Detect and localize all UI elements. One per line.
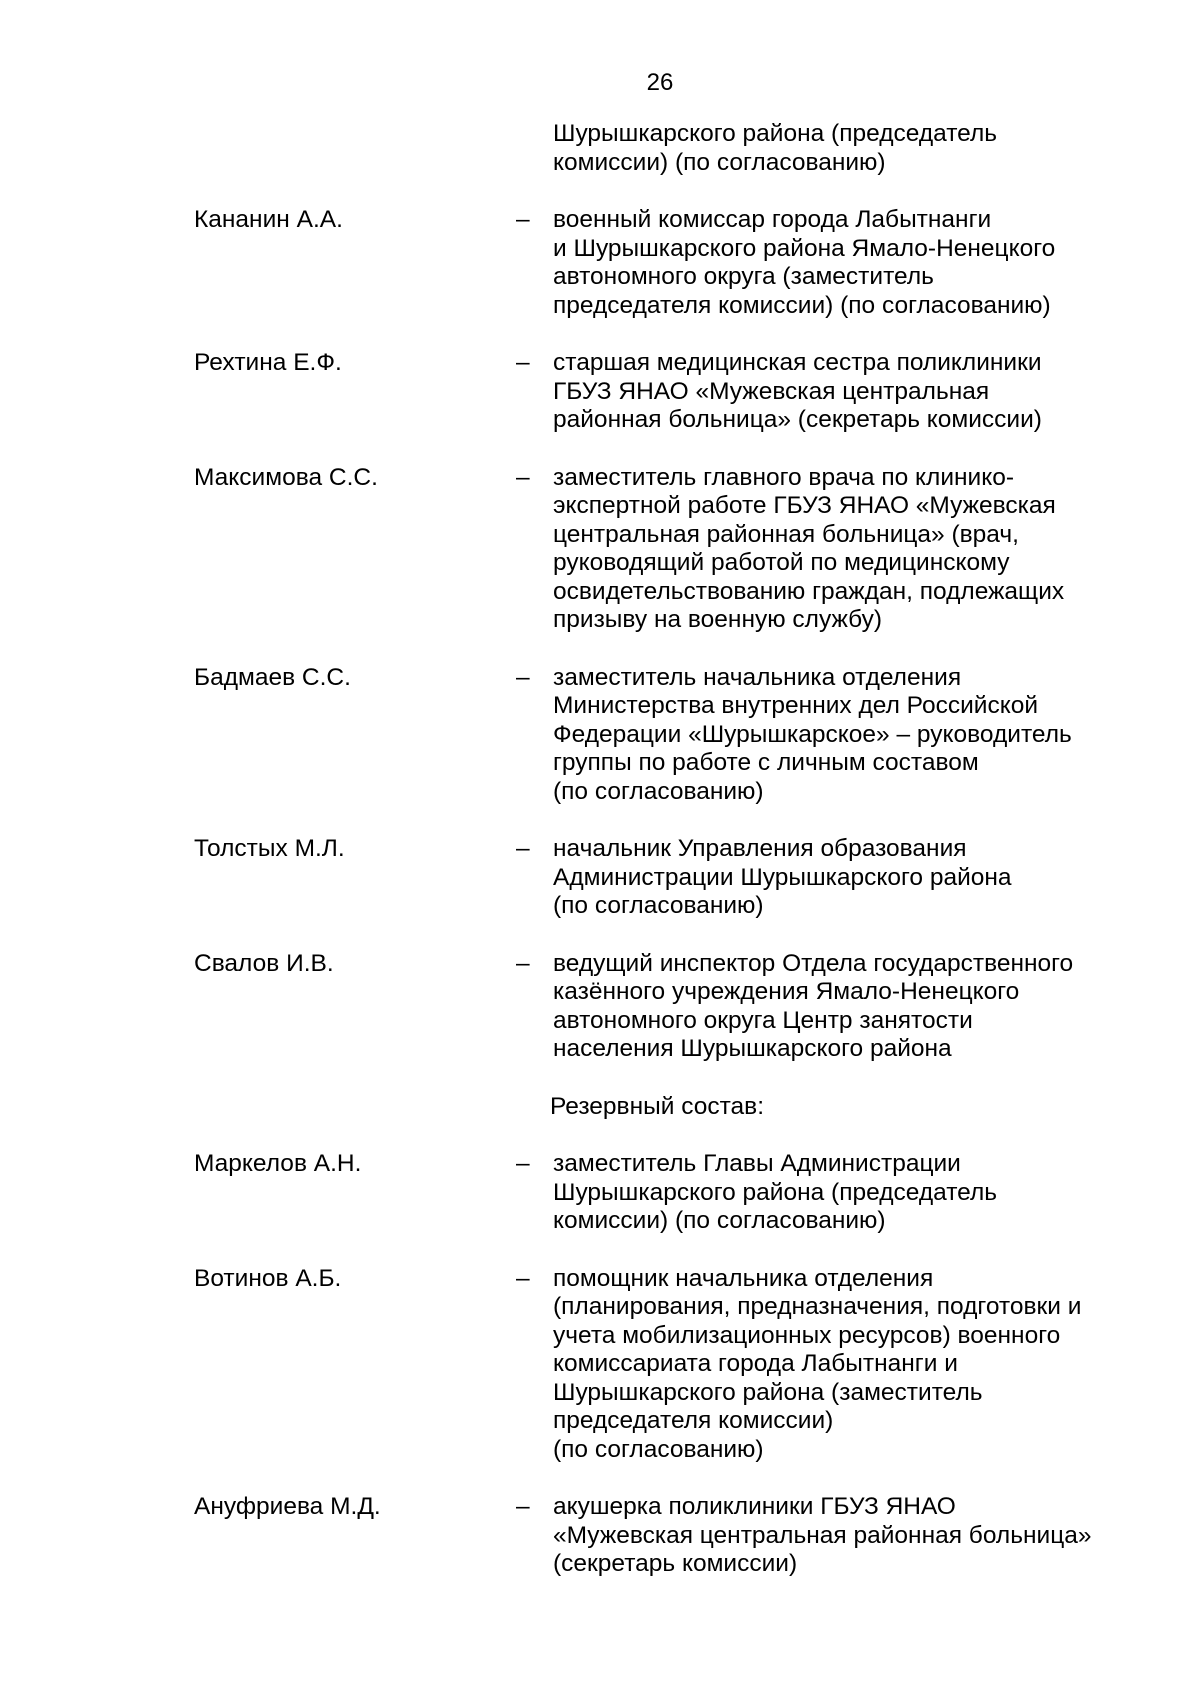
description-line: акушерка поликлиники ГБУЗ ЯНАО xyxy=(553,1493,956,1520)
reserve-member-entry xyxy=(0,1265,1200,1465)
description-line: Федерации «Шурышкарское» – руководитель xyxy=(553,720,1072,748)
member-entry xyxy=(0,349,1200,435)
description-line: населения Шурышкарского района xyxy=(553,1035,952,1062)
member-position xyxy=(553,349,1153,435)
dash-separator: – xyxy=(516,1493,530,1520)
description-line: и Шурышкарского района Ямало-Ненецкого xyxy=(553,234,1056,262)
dash-separator: – xyxy=(516,835,530,862)
description-line: экспертной работе ГБУЗ ЯНАО «Мужевская xyxy=(553,492,1056,519)
description-line: заместитель начальника отделения xyxy=(553,663,962,691)
member-position xyxy=(553,664,1153,807)
continuation-entry xyxy=(0,120,1200,177)
member-entry xyxy=(0,464,1200,635)
member-position xyxy=(553,206,1153,320)
dash-separator: – xyxy=(516,463,530,491)
description-line: призыву на военную службу) xyxy=(553,606,883,633)
reserve-member-entry xyxy=(0,1493,1200,1579)
member-name: Маркелов А.Н. xyxy=(194,1150,362,1177)
description-line: районная больница» (секретарь комиссии) xyxy=(553,406,1042,433)
member-name: Бадмаев С.С. xyxy=(194,663,351,691)
description-line: «Мужевская центральная районная больница» xyxy=(553,1521,1092,1549)
description-line: (секретарь комиссии) xyxy=(553,1550,798,1577)
description-line: автономного округа Центр занятости xyxy=(553,1006,973,1034)
reserve-member-entry xyxy=(0,1150,1200,1236)
member-position xyxy=(553,464,1153,635)
description-line: ГБУЗ ЯНАО «Мужевская центральная xyxy=(553,377,990,405)
member-position xyxy=(553,1493,1153,1579)
reserve-heading: Резервный состав: xyxy=(550,1092,765,1120)
description-line: (по согласованию) xyxy=(553,1435,764,1463)
description-line: старшая медицинская сестра поликлиники xyxy=(553,349,1042,376)
member-name: Рехтина Е.Ф. xyxy=(194,349,342,376)
dash-separator: – xyxy=(516,206,530,233)
member-entry xyxy=(0,835,1200,921)
description-line: председателя комиссии) (по согласованию) xyxy=(553,291,1051,319)
description-line: начальник Управления образования xyxy=(553,835,967,862)
description-line: комиссариата города Лабытнанги и xyxy=(553,1350,958,1377)
dash-separator: – xyxy=(516,663,530,691)
dash-separator: – xyxy=(516,1150,530,1177)
description-line: Министерства внутренних дел Российской xyxy=(553,692,1038,719)
description-line: Шурышкарского района (заместитель xyxy=(553,1378,983,1406)
dash-separator: – xyxy=(516,949,530,977)
description-line: автономного округа (заместитель xyxy=(553,263,934,290)
member-position xyxy=(553,950,1153,1064)
description-line: группы по работе с личным составом xyxy=(553,749,979,776)
member-entry xyxy=(0,206,1200,320)
member-position xyxy=(553,835,1153,921)
description-line: руководящий работой по медицинскому xyxy=(553,549,1010,576)
description-line: помощник начальника отделения xyxy=(553,1264,934,1292)
member-name: Вотинов А.Б. xyxy=(194,1264,342,1292)
dash-separator: – xyxy=(516,349,530,376)
description-line: Шурышкарского района (председатель xyxy=(553,120,998,147)
description-line: комиссии) (по согласованию) xyxy=(553,1207,886,1234)
page-number: 26 xyxy=(646,69,674,96)
member-position xyxy=(553,1150,1153,1236)
description-line: комиссии) (по согласованию) xyxy=(553,148,886,176)
description-line: ведущий инспектор Отдела государственного xyxy=(553,949,1074,977)
description-line: заместитель главного врача по клинико- xyxy=(553,463,1015,491)
description-line: учета мобилизационных ресурсов) военного xyxy=(553,1321,1061,1349)
commission-list xyxy=(0,120,1200,1579)
description-line: (планирования, предназначения, подготовки и xyxy=(553,1293,1082,1320)
description-line: казённого учреждения Ямало-Ненецкого xyxy=(553,978,1020,1005)
member-name: Кананин А.А. xyxy=(194,206,343,233)
member-entry xyxy=(0,664,1200,807)
description-line: (по согласованию) xyxy=(553,777,764,805)
member-name: Максимова С.С. xyxy=(194,463,378,491)
member-position xyxy=(553,1265,1153,1465)
description-line: центральная районная больница» (врач, xyxy=(553,520,1019,548)
description-line: освидетельствованию граждан, подлежащих xyxy=(553,577,1065,605)
member-entry xyxy=(0,950,1200,1064)
member-name: Ануфриева М.Д. xyxy=(194,1493,381,1520)
description-line: (по согласованию) xyxy=(553,892,764,919)
description-line: военный комиссар города Лабытнанги xyxy=(553,206,992,233)
description-line: Администрации Шурышкарского района xyxy=(553,863,1012,891)
member-name: Свалов И.В. xyxy=(194,949,334,977)
description-line: председателя комиссии) xyxy=(553,1407,834,1434)
entry-description xyxy=(553,120,1153,177)
description-line: Шурышкарского района (председатель xyxy=(553,1178,998,1206)
member-name: Толстых М.Л. xyxy=(194,835,345,862)
dash-separator: – xyxy=(516,1264,530,1292)
description-line: заместитель Главы Администрации xyxy=(553,1150,961,1177)
